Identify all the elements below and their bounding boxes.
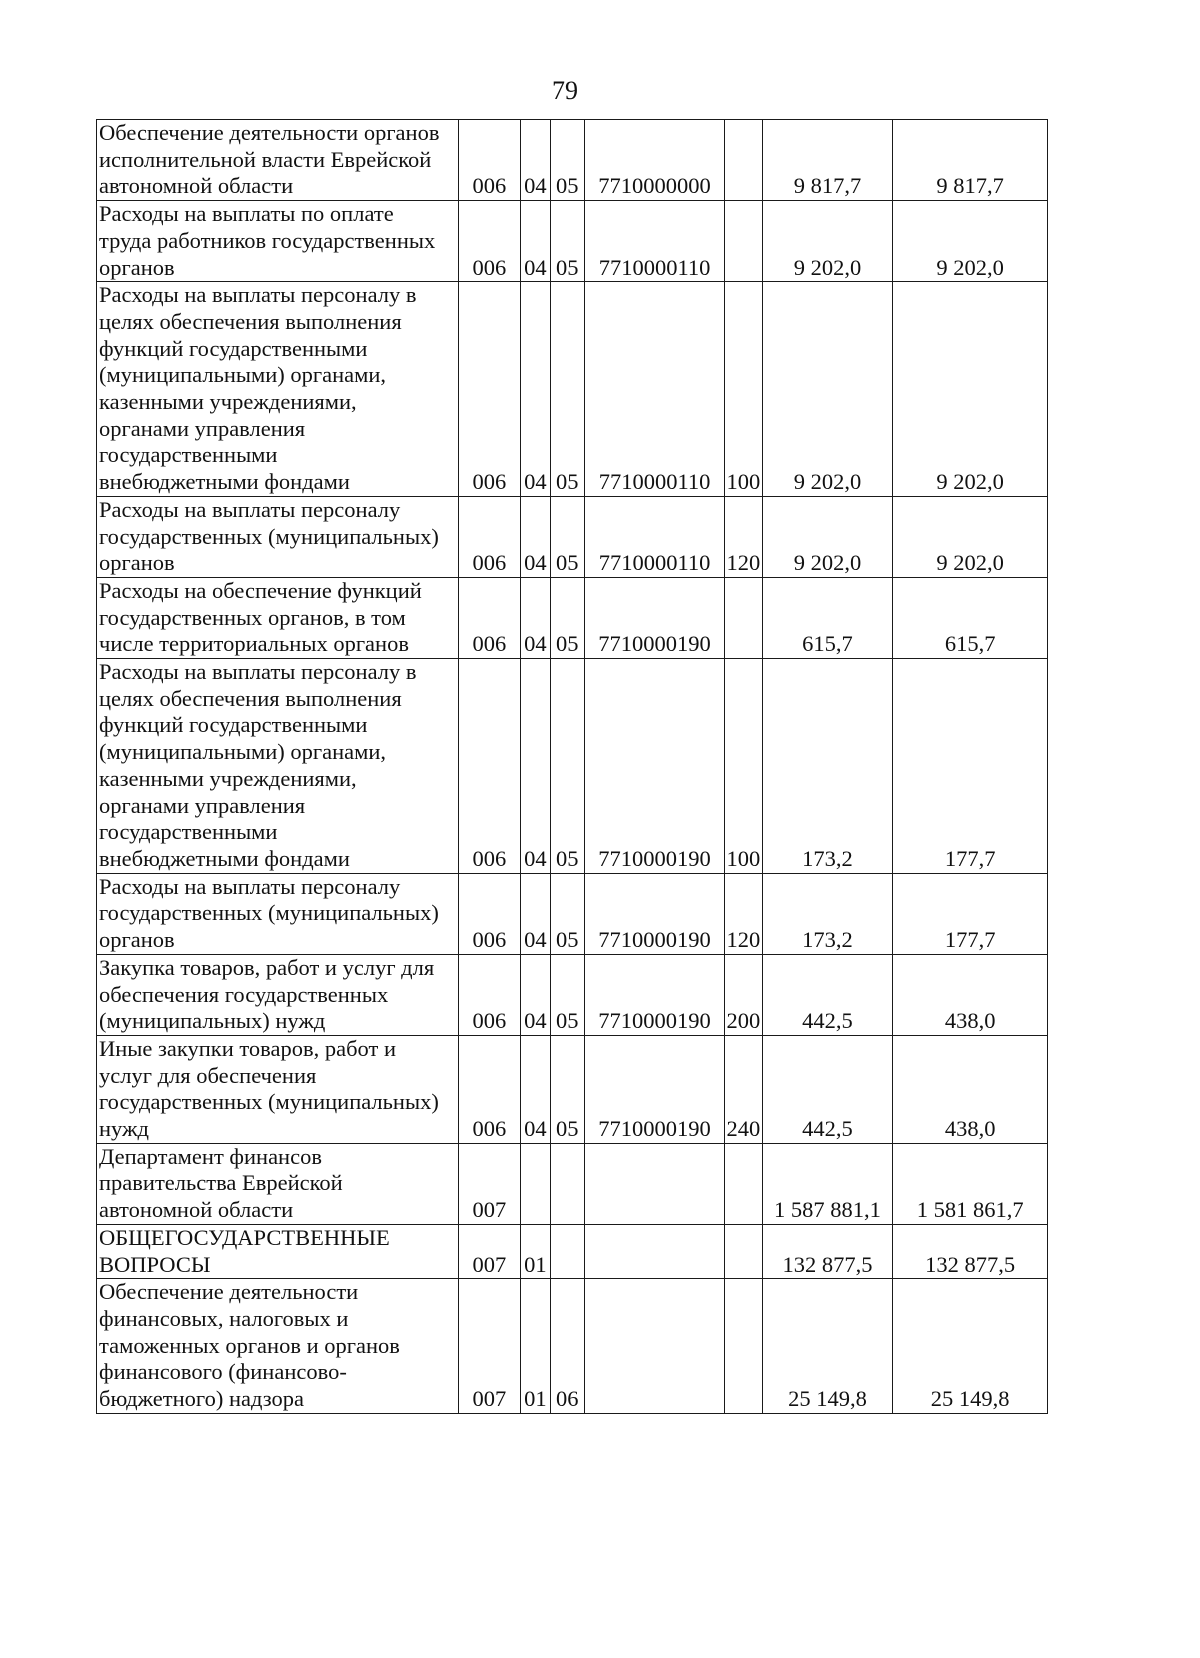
cell-expense-type: 240 (725, 1035, 763, 1143)
name-line: ВОПРОСЫ (99, 1251, 211, 1277)
cell-code: 006 (458, 873, 521, 954)
table-row (97, 282, 1048, 497)
name-line: Обеспечение деятельности органов (99, 120, 440, 145)
cell-sum-year-1: 132 877,5 (762, 1224, 893, 1278)
cell-section: 04 (521, 577, 550, 658)
cell-target-article: 7710000190 (585, 1035, 725, 1143)
name-line: государственных (муниципальных) (99, 523, 439, 549)
cell-name (97, 577, 459, 658)
name-line: государственных (муниципальных) (99, 1089, 439, 1115)
cell-section: 04 (521, 282, 550, 497)
table-row (97, 1035, 1048, 1143)
cell-name (97, 496, 459, 577)
budget-table (96, 119, 1048, 1414)
name-line: казенными учреждениями, (99, 389, 357, 415)
name-line: нужд (99, 1116, 149, 1142)
cell-target-article (585, 1224, 725, 1278)
cell-name (97, 282, 459, 497)
cell-expense-type (725, 1279, 763, 1414)
cell-sum-year-2: 9 202,0 (893, 496, 1048, 577)
cell-target-article: 7710000110 (585, 282, 725, 497)
cell-sum-year-2: 177,7 (893, 659, 1048, 874)
name-line: правительства Еврейской (99, 1170, 343, 1196)
name-line: Обеспечение деятельности (99, 1279, 359, 1305)
cell-name (97, 1143, 459, 1224)
name-line: органов (99, 254, 175, 280)
name-line: органов (99, 550, 175, 576)
cell-subsection: 05 (550, 282, 584, 497)
cell-expense-type (725, 1143, 763, 1224)
name-line: целях обеспечения выполнения (99, 308, 402, 334)
cell-sum-year-2: 9 202,0 (893, 282, 1048, 497)
cell-target-article: 7710000110 (585, 201, 725, 282)
name-line: внебюджетными фондами (99, 469, 350, 495)
table-row (97, 496, 1048, 577)
table-row (97, 1224, 1048, 1278)
cell-subsection (550, 1143, 584, 1224)
name-line: автономной области (99, 173, 294, 199)
name-line: (муниципальных) нужд (99, 1008, 326, 1034)
cell-subsection: 06 (550, 1279, 584, 1414)
cell-name (97, 1035, 459, 1143)
cell-sum-year-1: 442,5 (762, 1035, 893, 1143)
name-line: (муниципальными) органами, (99, 739, 387, 765)
name-line: автономной области (99, 1197, 294, 1223)
cell-sum-year-1: 173,2 (762, 659, 893, 874)
cell-subsection: 05 (550, 873, 584, 954)
cell-sum-year-2: 25 149,8 (893, 1279, 1048, 1414)
cell-sum-year-1: 9 202,0 (762, 201, 893, 282)
cell-subsection: 05 (550, 954, 584, 1035)
cell-sum-year-1: 1 587 881,1 (762, 1143, 893, 1224)
cell-expense-type (725, 577, 763, 658)
cell-sum-year-2: 438,0 (893, 954, 1048, 1035)
name-line: бюджетного) надзора (99, 1386, 304, 1412)
cell-expense-type (725, 201, 763, 282)
cell-name (97, 873, 459, 954)
cell-subsection (550, 1224, 584, 1278)
cell-target-article: 7710000190 (585, 873, 725, 954)
name-line: Расходы на обеспечение функций (99, 577, 422, 603)
name-line: (муниципальными) органами, (99, 362, 387, 388)
table-row (97, 577, 1048, 658)
cell-code: 006 (458, 577, 521, 658)
cell-code: 007 (458, 1143, 521, 1224)
cell-sum-year-2: 9 202,0 (893, 201, 1048, 282)
cell-sum-year-2: 615,7 (893, 577, 1048, 658)
cell-target-article (585, 1143, 725, 1224)
name-line: числе территориальных органов (99, 631, 409, 657)
table-body (97, 120, 1048, 1414)
cell-code: 006 (458, 496, 521, 577)
name-line: ОБЩЕГОСУДАРСТВЕННЫЕ (99, 1224, 390, 1250)
name-line: Расходы на выплаты персоналу (99, 873, 401, 899)
cell-sum-year-2: 132 877,5 (893, 1224, 1048, 1278)
table-row (97, 954, 1048, 1035)
cell-subsection: 05 (550, 577, 584, 658)
name-line: Расходы на выплаты персоналу в (99, 659, 417, 685)
cell-expense-type: 100 (725, 282, 763, 497)
cell-sum-year-1: 25 149,8 (762, 1279, 893, 1414)
name-line: Закупка товаров, работ и услуг для (99, 954, 435, 980)
cell-code: 006 (458, 201, 521, 282)
cell-section (521, 1143, 550, 1224)
cell-code: 006 (458, 659, 521, 874)
table-row (97, 1143, 1048, 1224)
cell-code: 007 (458, 1279, 521, 1414)
cell-sum-year-2: 177,7 (893, 873, 1048, 954)
name-line: органами управления (99, 792, 306, 818)
name-line: Иные закупки товаров, работ и (99, 1035, 397, 1061)
cell-code: 007 (458, 1224, 521, 1278)
cell-target-article: 7710000190 (585, 954, 725, 1035)
name-line: функций государственными (99, 335, 368, 361)
cell-expense-type: 100 (725, 659, 763, 874)
cell-sum-year-2: 9 817,7 (893, 120, 1048, 201)
name-line: обеспечения государственных (99, 981, 389, 1007)
cell-subsection: 05 (550, 1035, 584, 1143)
cell-expense-type (725, 120, 763, 201)
cell-sum-year-1: 9 202,0 (762, 496, 893, 577)
name-line: государственных органов, в том (99, 604, 406, 630)
cell-code: 006 (458, 120, 521, 201)
cell-sum-year-2: 1 581 861,7 (893, 1143, 1048, 1224)
cell-name (97, 954, 459, 1035)
cell-name (97, 1224, 459, 1278)
name-line: Расходы на выплаты персоналу в (99, 282, 417, 308)
cell-target-article: 7710000190 (585, 659, 725, 874)
cell-name (97, 659, 459, 874)
cell-subsection: 05 (550, 659, 584, 874)
cell-section: 04 (521, 873, 550, 954)
cell-target-article: 7710000000 (585, 120, 725, 201)
cell-sum-year-1: 9 202,0 (762, 282, 893, 497)
cell-name (97, 1279, 459, 1414)
name-line: Департамент финансов (99, 1143, 322, 1169)
name-line: внебюджетными фондами (99, 845, 350, 871)
cell-code: 006 (458, 282, 521, 497)
name-line: услуг для обеспечения (99, 1062, 317, 1088)
cell-section: 04 (521, 120, 550, 201)
name-line: функций государственными (99, 712, 368, 738)
name-line: исполнительной власти Еврейской (99, 146, 432, 172)
cell-sum-year-2: 438,0 (893, 1035, 1048, 1143)
cell-section: 01 (521, 1224, 550, 1278)
name-line: труда работников государственных (99, 227, 436, 253)
name-line: таможенных органов и органов (99, 1332, 400, 1358)
cell-section: 01 (521, 1279, 550, 1414)
cell-subsection: 05 (550, 201, 584, 282)
name-line: государственными (99, 819, 278, 845)
cell-target-article: 7710000110 (585, 496, 725, 577)
cell-sum-year-1: 173,2 (762, 873, 893, 954)
table-row (97, 873, 1048, 954)
cell-target-article (585, 1279, 725, 1414)
table-row (97, 201, 1048, 282)
name-line: казенными учреждениями, (99, 765, 357, 791)
cell-code: 006 (458, 954, 521, 1035)
cell-expense-type: 120 (725, 873, 763, 954)
name-line: государственных (муниципальных) (99, 900, 439, 926)
cell-name (97, 201, 459, 282)
name-line: государственными (99, 442, 278, 468)
cell-code: 006 (458, 1035, 521, 1143)
cell-subsection: 05 (550, 496, 584, 577)
cell-subsection: 05 (550, 120, 584, 201)
name-line: финансового (финансово- (99, 1359, 347, 1385)
table-row (97, 659, 1048, 874)
name-line: Расходы на выплаты персоналу (99, 496, 401, 522)
cell-section: 04 (521, 954, 550, 1035)
name-line: органов (99, 927, 175, 953)
cell-sum-year-1: 615,7 (762, 577, 893, 658)
cell-expense-type: 200 (725, 954, 763, 1035)
name-line: Расходы на выплаты по оплате (99, 201, 394, 227)
cell-section: 04 (521, 1035, 550, 1143)
table-row (97, 1279, 1048, 1414)
cell-name (97, 120, 459, 201)
cell-section: 04 (521, 496, 550, 577)
cell-expense-type (725, 1224, 763, 1278)
cell-expense-type: 120 (725, 496, 763, 577)
cell-sum-year-1: 9 817,7 (762, 120, 893, 201)
page-number: 79 (552, 76, 578, 105)
cell-target-article: 7710000190 (585, 577, 725, 658)
cell-section: 04 (521, 659, 550, 874)
table-row (97, 120, 1048, 201)
name-line: целях обеспечения выполнения (99, 685, 402, 711)
cell-section: 04 (521, 201, 550, 282)
cell-sum-year-1: 442,5 (762, 954, 893, 1035)
name-line: органами управления (99, 415, 306, 441)
name-line: финансовых, налоговых и (99, 1305, 349, 1331)
